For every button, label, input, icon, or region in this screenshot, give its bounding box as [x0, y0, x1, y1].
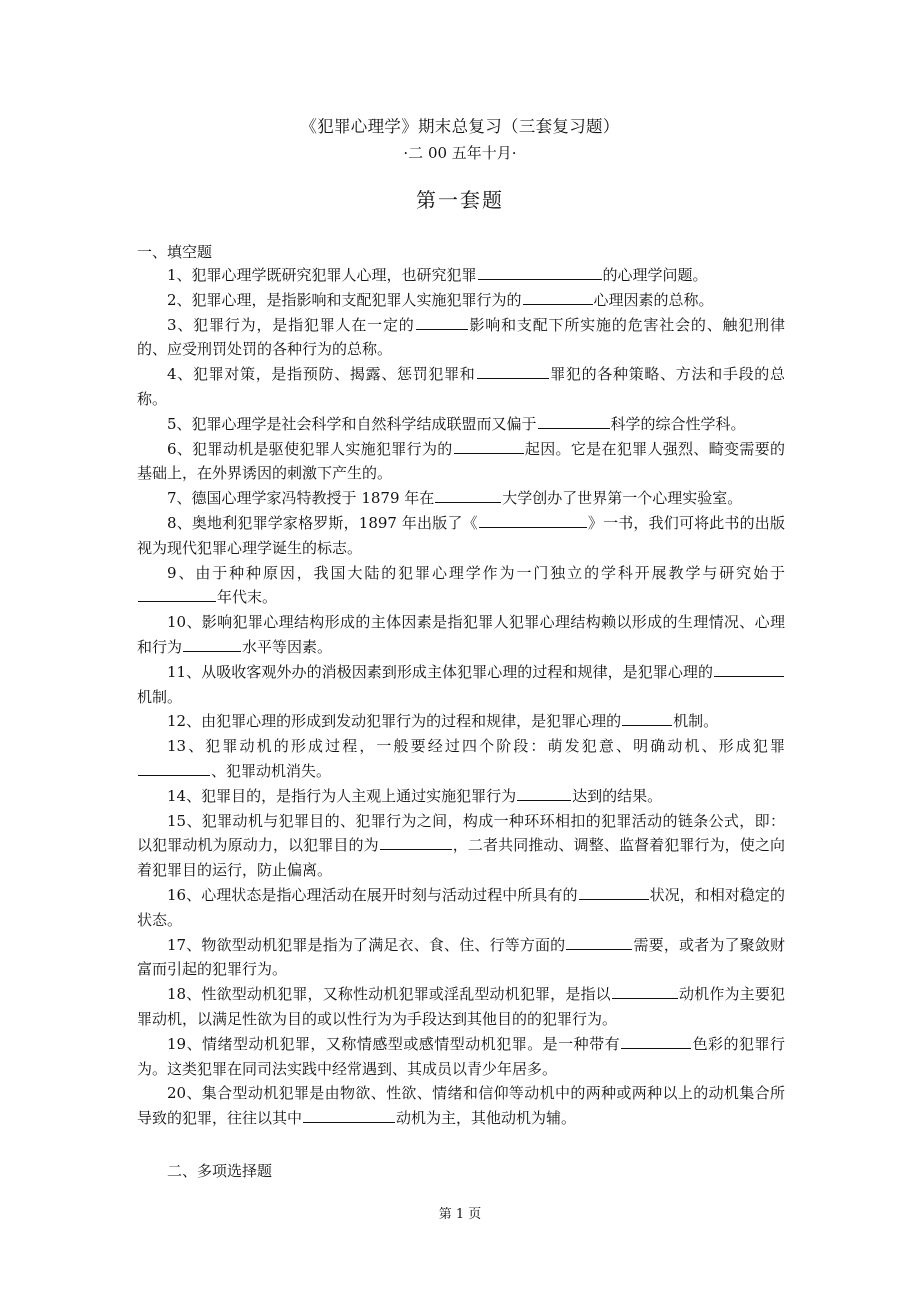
question-15: 15、犯罪动机与犯罪目的、犯罪行为之间，构成一种环环相扣的犯罪活动的链条公式，即：以犯罪动机为原动力，以犯罪目的为 ，二者共同推动、调整、监督着犯罪行为，使之向着犯罪目的运行，防止偏离。 [137, 811, 785, 880]
answer-blank[interactable] [714, 662, 784, 677]
answer-blank[interactable] [566, 935, 632, 950]
question-8: 8、奥地利犯罪学家格罗斯，1897 年出版了《 》一书，我们可将此书的出版视为现代犯罪心理学诞生的标志。 [137, 513, 785, 557]
section-heading-fill-in: 一、填空题 [137, 243, 213, 261]
question-10: 10、影响犯罪心理结构形成的主体因素是指犯罪人犯罪心理结构赖以形成的生理情况、心理和行为 水平等因素。 [137, 613, 785, 656]
question-9: 9、由于种种原因，我国大陆的犯罪心理学作为一门独立的学科开展教学与研究始于年代末。 [137, 561, 785, 611]
answer-blank[interactable] [435, 488, 501, 503]
question-14: 14、犯罪目的，是指行为人主观上通过实施犯罪行为 达到的结果。 [167, 786, 663, 805]
answer-blank[interactable] [380, 835, 452, 850]
page-number: 第 1 页 [438, 1207, 482, 1222]
question-7: 7、德国心理学家冯特教授于 1879 年在 大学创办了世界第一个心理实验室。 [167, 489, 743, 508]
question-16: 16、心理状态是指心理活动在展开时刻与活动过程中所具有的 状况，和相对稳定的状态。 [137, 885, 785, 929]
section-heading-multiple-choice: 二、多项选择题 [167, 1162, 273, 1180]
answer-blank[interactable] [612, 984, 678, 999]
answer-blank[interactable] [303, 1108, 395, 1123]
question-list [137, 263, 785, 1131]
answer-blank[interactable] [416, 315, 468, 330]
answer-blank[interactable] [477, 364, 549, 379]
answer-blank[interactable] [478, 265, 602, 280]
question-17: 17、物欲型动机犯罪是指为了满足衣、食、住、行等方面的 需要，或者为了聚敛财富而引起的犯罪行为。 [137, 935, 785, 979]
set-title: 第一套题 [416, 188, 504, 212]
question-19: 19、情绪型动机犯罪，又称情感型或感情型动机犯罪。是一种带有 色彩的犯罪行为。这类犯罪在同司法实践中经常遇到、其成员以青少年居多。 [137, 1034, 785, 1078]
question-3: 3、犯罪行为，是指犯罪人在一定的 影响和支配下所实施的危害社会的、触犯刑律的、应受刑罚处罚的各种行为的总称。 [137, 315, 785, 359]
question-20: 20、集合型动机犯罪是由物欲、性欲、情绪和信仰等动机中的两种或两种以上的动机集合所导致的犯罪，往往以其中 动机为主，其他动机为辅。 [137, 1084, 785, 1128]
answer-blank[interactable] [479, 513, 587, 528]
document-date: ·二 00 五年十月· [403, 144, 517, 162]
answer-blank[interactable] [621, 1034, 691, 1049]
question-18: 18、性欲型动机犯罪，又称性动机犯罪或淫乱型动机犯罪，是指以 动机作为主要犯罪动机，以满足性欲为目的或以性行为为手段达到其他目的的犯罪行为。 [137, 985, 785, 1028]
answer-blank[interactable] [622, 711, 672, 726]
answer-blank[interactable] [523, 290, 593, 305]
answer-blank[interactable] [138, 587, 216, 602]
question-2: 2、犯罪心理，是指影响和支配犯罪人实施犯罪行为的 心理因素的总称。 [167, 290, 714, 309]
answer-blank[interactable] [183, 637, 241, 652]
answer-blank[interactable] [579, 885, 649, 900]
question-6: 6、犯罪动机是驱使犯罪人实施犯罪行为的 起因。它是在犯罪人强烈、畸变需要的基础上，在外界诱因的刺激下产生的。 [137, 439, 785, 483]
question-12: 12、由犯罪心理的形成到发动犯罪行为的过程和规律，是犯罪心理的 机制。 [167, 712, 719, 731]
answer-blank[interactable] [138, 761, 210, 776]
question-13: 13、犯罪动机的形成过程，一般要经过四个阶段：萌发犯意、明确动机、形成犯罪、犯罪动机消失。 [137, 734, 785, 784]
question-5: 5、犯罪心理学是社会科学和自然科学结成联盟而又偏于 科学的综合性学科。 [167, 414, 746, 433]
answer-blank[interactable] [538, 414, 610, 429]
question-11: 11、从吸收客观外办的消极因素到形成主体犯罪心理的过程和规律，是犯罪心理的机制。 [137, 660, 785, 710]
question-1: 1、犯罪心理学既研究犯罪人心理，也研究犯罪 的心理学问题。 [167, 266, 708, 284]
answer-blank[interactable] [454, 439, 524, 454]
question-4: 4、犯罪对策，是指预防、揭露、惩罚犯罪和 罪犯的各种策略、方法和手段的总称。 [137, 365, 785, 408]
document-title: 《犯罪心理学》期末总复习（三套复习题） [300, 117, 620, 136]
answer-blank[interactable] [517, 786, 571, 801]
